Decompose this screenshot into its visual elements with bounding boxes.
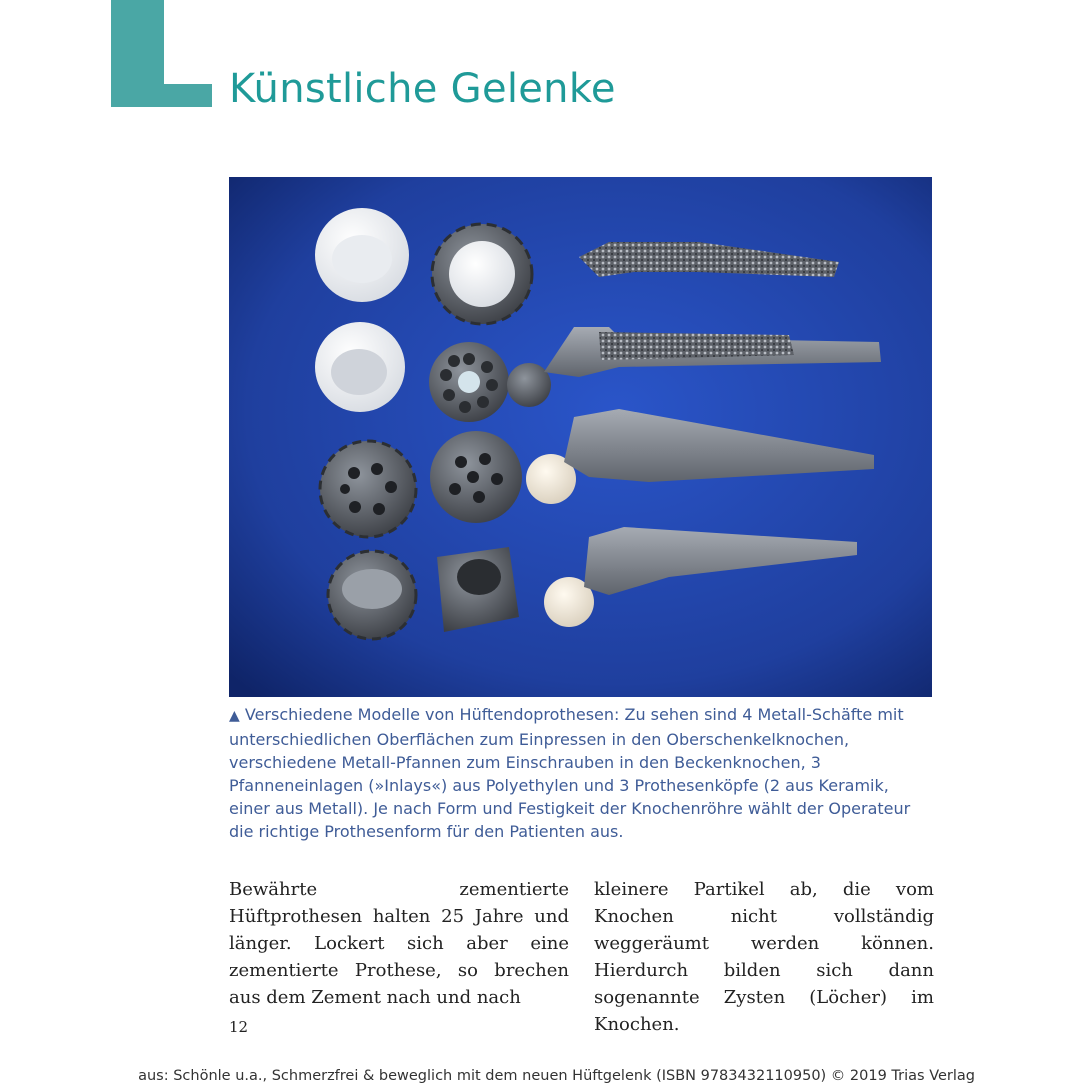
triangle-marker-icon: ▲ (229, 708, 240, 724)
body-text-left: Bewährte zementierte Hüftprothesen halten 25 Jahre und länger. Lockert sich aber eine zementierte Prothese, so brechen aus dem Zement nach und nach (229, 879, 569, 1008)
source-citation: aus: Schönle u.a., Schmerzfrei & beweglich mit dem neuen Hüftgelenk (ISBN 9783432110950) © 2019 Trias Verlag (138, 1068, 975, 1084)
figure-caption (229, 703, 934, 843)
hip-prosthesis-photo (229, 177, 932, 697)
body-text-right: kleinere Partikel ab, die vom Knochen nicht vollständig weggeräumt werden können. Hierdurch bilden sich dann sogenannte Zysten (Löcher) im Knochen. (594, 879, 934, 1035)
chapter-marker (111, 0, 212, 107)
cup-3 (320, 441, 416, 537)
page-title: Künstliche Gelenke (229, 66, 616, 112)
chapter-marker-horizontal-bar (111, 84, 212, 107)
metal-head (507, 363, 551, 407)
page-number: 12 (229, 1018, 249, 1036)
caption-text: Verschiedene Modelle von Hüftendoprothesen: Zu sehen sind 4 Metall-Schäfte mit unterschiedlichen Oberflächen zum Einpressen in den Oberschenkelknochen, verschiedene Metall-Pfannen zum Einschrauben in den Beckenknochen, 3 Pfanneneinlagen (»Inlays«) aus Polyethylen und 3 Prothesenköpfe (2 aus Keramik, einer aus Metall). Je nach Form und Festigkeit der Knochenröhre wählt der Operateur die richtige Prothesenform für den Patienten aus. (229, 705, 911, 841)
